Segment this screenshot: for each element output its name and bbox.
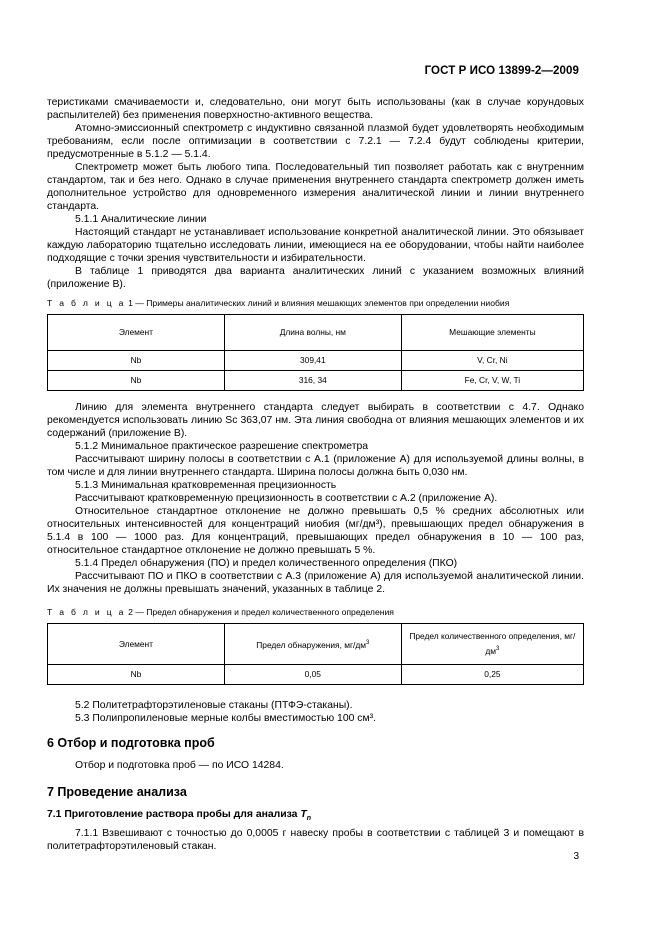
table-header-cell: Мешающие элементы (401, 315, 583, 351)
table-caption-prefix: Т а б л и ц а (47, 298, 126, 308)
paragraph: Линию для элемента внутреннего стандарта следует выбирать в соответствии с 4.7. Однако рекомендуется использовать линию Sc 363,07 нм. Эта линия свободна от влияния мешающих элементов и их содержаний (приложение В). (47, 402, 584, 439)
subsection-title: 7.1 Приготовление раствора пробы для анализа (47, 809, 298, 820)
table-cell: Nb (48, 371, 225, 391)
table-header-cell (401, 624, 583, 665)
detection-limits-table (47, 623, 584, 685)
paragraph: Рассчитывают ширину полосы в соответствии с А.1 (приложение А) для используемой длины волны, в том числе и для линии внутреннего стандарта. Ширина полосы должна быть 0,030 нм. (47, 454, 584, 478)
table-header-cell: Элемент (48, 624, 225, 665)
table-header-cell: Длина волны, нм (224, 315, 401, 351)
clause-item: 5.2 Политетрафторэтиленовые стаканы (ПТФЭ-стаканы). (75, 700, 353, 711)
table-header-row (48, 624, 584, 665)
table-row (48, 371, 584, 391)
paragraph: Относительное стандартное отклонение не должно превышать 0,5 % средних абсолютных или относительных интенсивностей для концентраций ниобия (мг/дм³), превышающих предел обнаружения в 5.1.4 в 100 — 1000 раз. Для концентраций, превышающих предел обнаружения в 10 — 100 раз, относительное стандартное отклонение не должно превышать 5 %. (47, 506, 584, 556)
symbol-index: n (306, 815, 311, 823)
superscript: 3 (366, 639, 370, 646)
paragraph: Настоящий стандарт не устанавливает использование конкретной аналитической линии. Это обязывает каждую лабораторию тщательно исследовать линии, имеющиеся на ее оборудовании, чтобы найти наиболее подходящие с точки зрения чувствительности и избирательности. (47, 227, 584, 264)
section-heading: 6 Отбор и подготовка проб (47, 736, 215, 750)
symbol: T (300, 809, 307, 820)
table-cell: Nb (48, 665, 225, 685)
clause-heading: 5.1.3 Минимальная кратковременная прецизионность (75, 480, 337, 491)
table-caption (47, 606, 584, 619)
table-header-cell: Элемент (48, 315, 225, 351)
table-cell: 0,25 (401, 665, 583, 685)
clause-heading: 5.1.2 Минимальное практическое разрешение спектрометра (75, 441, 369, 452)
clause-item: 5.3 Полипропиленовые мерные колбы вместимостью 100 см³. (75, 713, 376, 724)
paragraph: Атомно-эмиссионный спектрометр с индуктивно связанной плазмой будет удовлетворять необходимым требованиям, если после оптимизации в соответствии с 7.2.1 — 7.2.4 будут соблюдены критерии, предусмотренные в 5.1.2 — 5.1.4. (47, 123, 584, 160)
page-number: 3 (573, 851, 579, 862)
paragraph: 7.1.1 Взвешивают с точностью до 0,0005 г навеску пробы в соответствии с таблицей 3 и помещают в политетрафторэтиленовый стакан. (47, 828, 584, 853)
table-caption-text: 1 — Примеры аналитических линий и влияния мешающих элементов при определении ниобия (128, 298, 510, 308)
clause-heading: 5.1.4 Предел обнаружения (ПО) и предел количественного определения (ПКО) (75, 558, 458, 569)
table-cell: V, Cr, Ni (401, 351, 583, 371)
paragraph: Рассчитывают ПО и ПКО в соответствии с А.3 (приложение А) для используемой аналитической линии. Их значения не должны превышать значений, указанных в таблице 2. (47, 571, 584, 595)
superscript: 3 (496, 646, 500, 653)
table-cell: 309,41 (224, 351, 401, 371)
table-cell: Fe, Cr, V, W, Ti (401, 371, 583, 391)
clause-heading: 5.1.1 Аналитические линии (75, 214, 207, 225)
paragraph: Спектрометр может быть любого типа. Последовательный тип позволяет работать как с внутренним стандартом, так и без него. Однако в случае применения внутреннего стандарта спектрометр должен иметь дополнительное устройство для одновременного измерения аналитической линии и линии внутреннего стандарта. (47, 162, 584, 212)
paragraph: теристиками смачиваемости и, следовательно, они могут быть использованы (как в случае корундовых распылителей) без применения поверхностно-активного вещества. (47, 97, 584, 121)
table-cell: Nb (48, 351, 225, 371)
header-text: Предел количественного определения, мг/дм (409, 631, 576, 656)
document-body (47, 96, 584, 853)
analytical-lines-table (47, 314, 584, 391)
table-header-row (48, 315, 584, 351)
paragraph: Рассчитывают кратковременную прецизионность в соответствии с А.2 (приложение А). (75, 493, 498, 504)
paragraph: Отбор и подготовка проб — по ИСО 14284. (75, 760, 284, 771)
table-row (48, 665, 584, 685)
header-text: Предел обнаружения, мг/дм (256, 639, 367, 650)
table-caption (47, 297, 584, 310)
subsection-heading (47, 808, 584, 825)
paragraph: В таблице 1 приводятся два варианта аналитических линий с указанием возможных влияний (приложение В). (47, 266, 584, 290)
document-header: ГОСТ Р ИСО 13899-2—2009 (424, 65, 579, 77)
table-cell: 316, 34 (224, 371, 401, 391)
table-cell: 0,05 (224, 665, 401, 685)
table-row (48, 351, 584, 371)
table-caption-prefix: Т а б л и ц а (47, 607, 126, 617)
section-heading: 7 Проведение анализа (47, 785, 187, 799)
table-header-cell (224, 624, 401, 665)
table-caption-text: 2 — Предел обнаружения и предел количественного определения (128, 607, 394, 617)
